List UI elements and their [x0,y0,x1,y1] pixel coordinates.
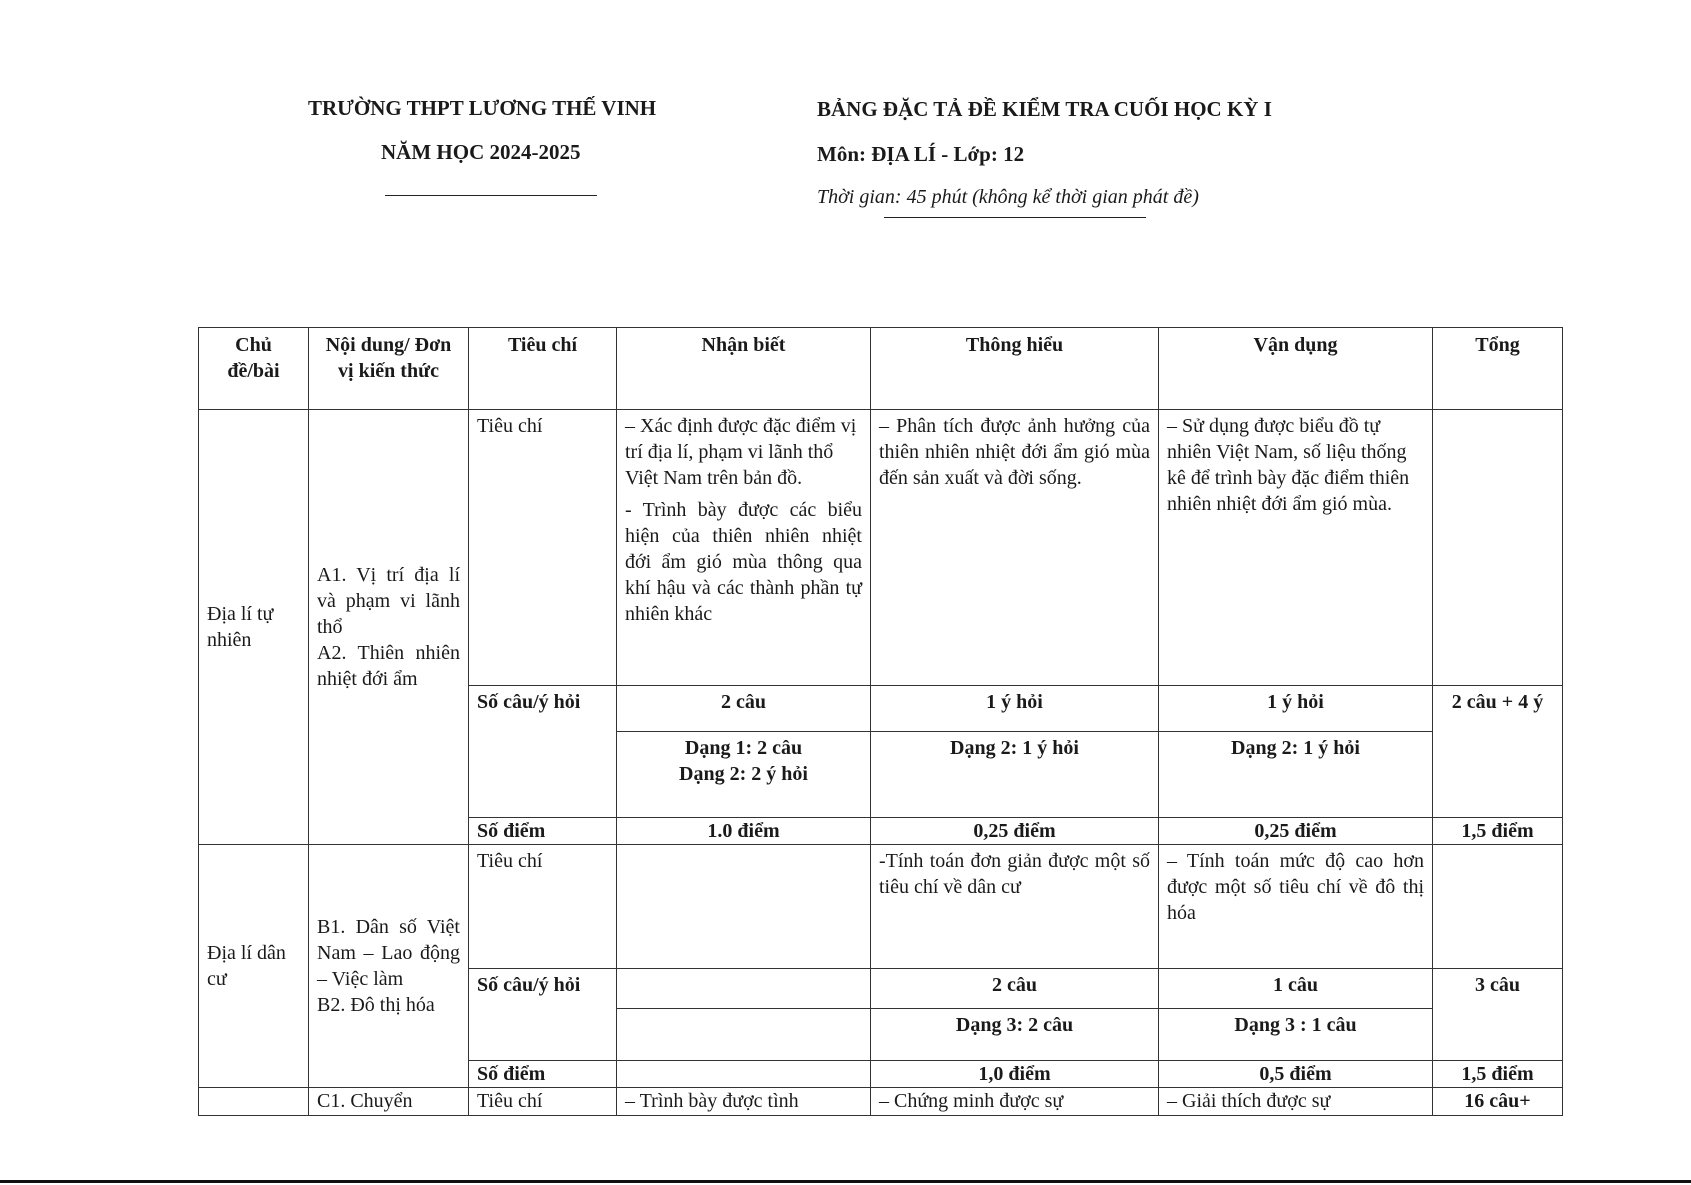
page-bottom-edge [0,1180,1691,1183]
topic-cell [199,1088,309,1116]
score-recognize: 1.0 điểm [617,818,871,845]
count-apply: 1 ý hỏi [1159,686,1433,732]
count-understand: 1 ý hỏi [871,686,1159,732]
score-total: 1,5 điểm [1433,818,1563,845]
type-understand: Dạng 2: 1 ý hỏi [871,732,1159,818]
table-header-row [199,328,1563,410]
col-header-apply: Vận dụng [1159,328,1433,410]
recognize-criteria [617,845,871,969]
count-understand: 2 câu [871,969,1159,1009]
count-apply: 1 câu [1159,969,1433,1009]
type-recognize: Dạng 1: 2 câu Dạng 2: 2 ý hỏi [617,732,871,818]
specification-table [198,327,1563,1116]
col-header-total: Tổng [1433,328,1563,410]
type-apply: Dạng 2: 1 ý hỏi [1159,732,1433,818]
score-recognize [617,1061,871,1088]
exam-time: Thời gian: 45 phút (không kể thời gian phát đề) [817,186,1199,208]
content-cell: C1. Chuyển [309,1088,469,1116]
score-apply: 0,5 điểm [1159,1061,1433,1088]
apply-criteria: – Tính toán mức độ cao hơn được một số tiêu chí về đô thị hóa [1159,845,1433,969]
col-header-topic: Chủ đề/bài [199,328,309,410]
topic-cell: Địa lí tự nhiên [199,410,309,845]
criteria-label: Tiêu chí [469,1088,617,1116]
content-cell: A1. Vị trí địa lí và phạm vi lãnh thổ A2. Thiên nhiên nhiệt đới ẩm [309,410,469,845]
document-title: BẢNG ĐẶC TẢ ĐỀ KIỂM TRA CUỐI HỌC KỲ I [817,97,1272,121]
total-criteria: 16 câu+ [1433,1088,1563,1116]
col-header-criteria: Tiêu chí [469,328,617,410]
apply-criteria: – Sử dụng được biểu đồ tự nhiên Việt Nam, số liệu thống kê để trình bày đặc điểm thiên nhiên nhiệt đới ẩm gió mùa. [1159,410,1433,686]
school-year: NĂM HỌC 2024-2025 [381,140,581,164]
score-label: Số điểm [469,1061,617,1088]
school-underline [385,195,597,196]
count-total: 3 câu [1433,969,1563,1061]
count-label: Số câu/ý hỏi [469,686,617,818]
topic-cell: Địa lí dân cư [199,845,309,1088]
score-understand: 0,25 điểm [871,818,1159,845]
time-underline [884,217,1146,218]
criteria-label: Tiêu chí [469,845,617,969]
understand-criteria: – Phân tích được ảnh hưởng của thiên nhiên nhiệt đới ẩm gió mùa đến sản xuất và đời sống. [871,410,1159,686]
understand-criteria: -Tính toán đơn giản được một số tiêu chí về dân cư [871,845,1159,969]
recognize-criteria: – Trình bày được tình [617,1088,871,1116]
school-name: TRƯỜNG THPT LƯƠNG THẾ VINH [308,96,657,120]
type-understand: Dạng 3: 2 câu [871,1009,1159,1061]
subject-class: Môn: ĐỊA LÍ - Lớp: 12 [817,142,1025,166]
count-total: 2 câu + 4 ý [1433,686,1563,818]
col-header-understand: Thông hiểu [871,328,1159,410]
score-apply: 0,25 điểm [1159,818,1433,845]
type-apply: Dạng 3 : 1 câu [1159,1009,1433,1061]
count-label: Số câu/ý hỏi [469,969,617,1061]
type-recognize [617,1009,871,1061]
score-label: Số điểm [469,818,617,845]
total-criteria [1433,410,1563,686]
table-row [199,845,1563,969]
col-header-recognize: Nhận biết [617,328,871,410]
apply-criteria: – Giải thích được sự [1159,1088,1433,1116]
table-row [199,1088,1563,1116]
col-header-content: Nội dung/ Đơn vị kiến thức [309,328,469,410]
score-understand: 1,0 điểm [871,1061,1159,1088]
score-total: 1,5 điểm [1433,1061,1563,1088]
table-row [199,410,1563,686]
total-criteria [1433,845,1563,969]
criteria-label: Tiêu chí [469,410,617,686]
recognize-criteria-2: - Trình bày được các biểu hiện của thiên nhiên nhiệt đới ẩm gió mùa thông qua khí hậu và các thành phần tự nhiên khác [625,499,862,625]
content-cell: B1. Dân số Việt Nam – Lao động – Việc làm B2. Đô thị hóa [309,845,469,1088]
recognize-criteria-1: – Xác định được đặc điểm vị trí địa lí, phạm vi lãnh thổ Việt Nam trên bản đồ. [625,415,857,489]
count-recognize [617,969,871,1009]
recognize-criteria [617,410,871,686]
count-recognize: 2 câu [617,686,871,732]
understand-criteria: – Chứng minh được sự [871,1088,1159,1116]
